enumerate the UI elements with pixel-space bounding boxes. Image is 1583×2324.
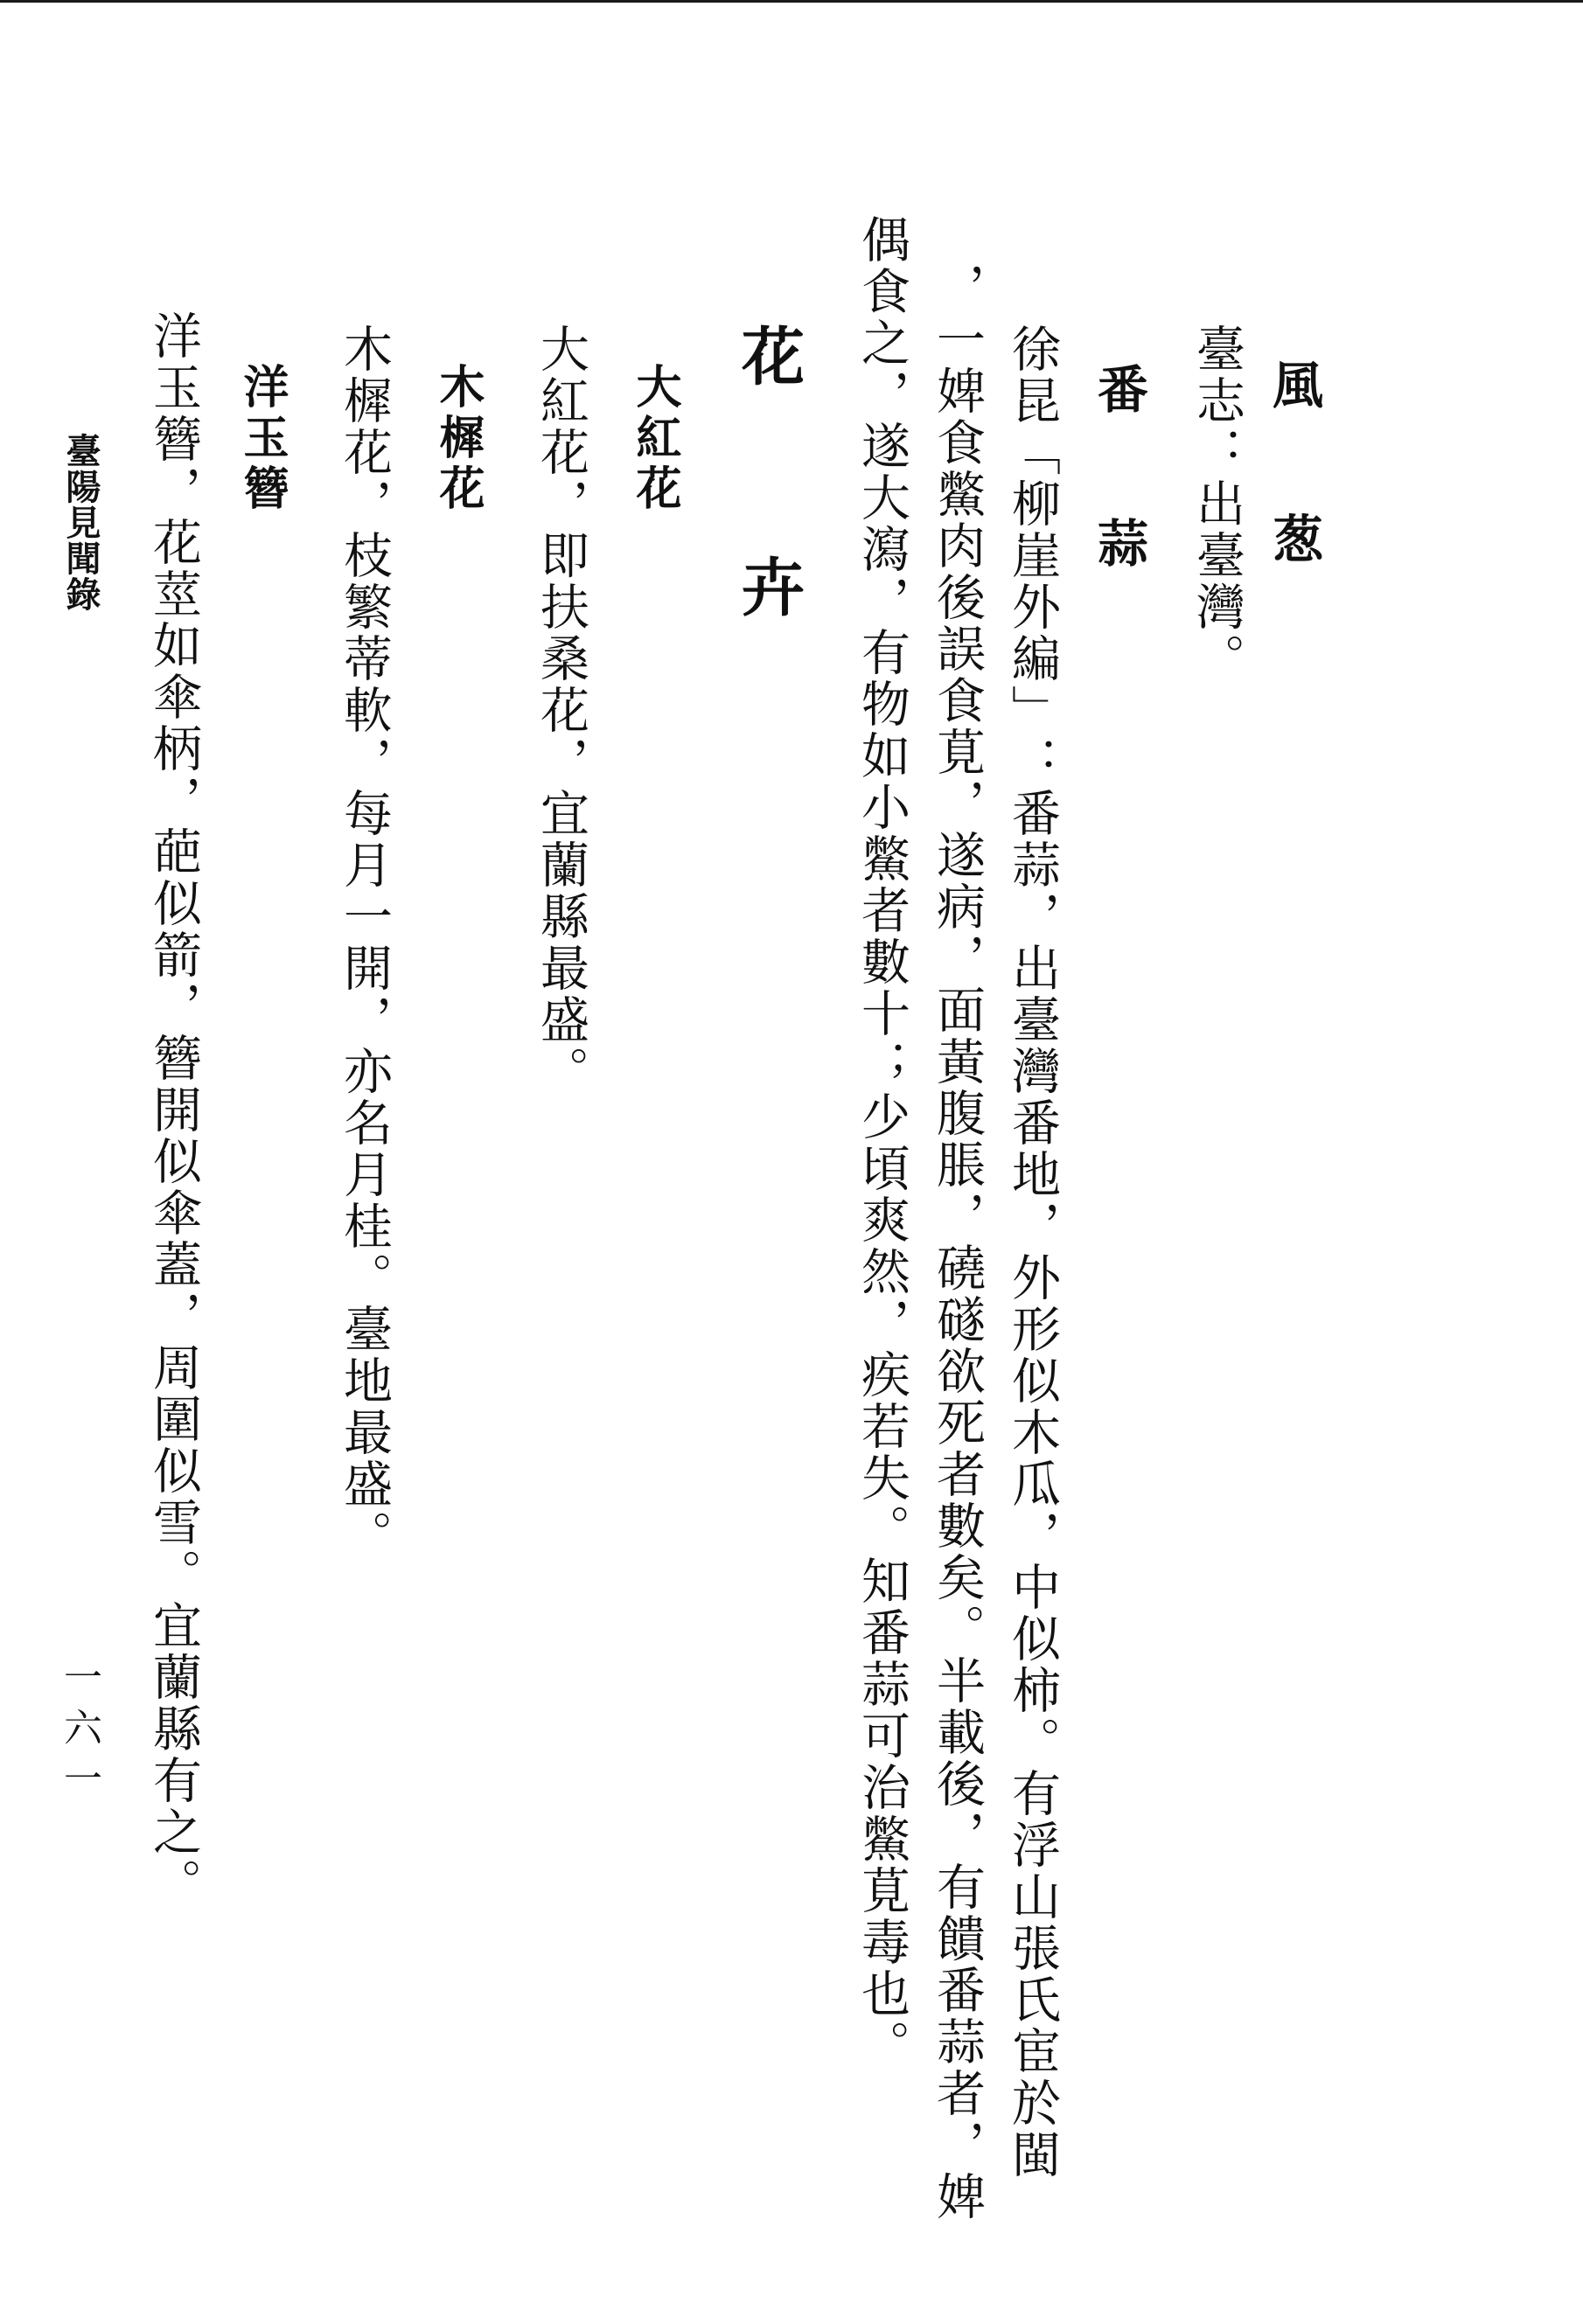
paragraph-feng-cong: 臺志：出臺灣。 (1189, 324, 1245, 685)
paragraph-fan-suan-line-1: 徐昆「柳崖外編」：番蒜，出臺灣番地，外形似木瓜，中似柿。有浮山張氏宦於閩 (1004, 324, 1061, 2181)
paragraph-mu-xi-hua: 木樨花，枝繁蒂軟，每月一開，亦名月桂。臺地最盛。 (336, 324, 393, 1562)
section-title-hua-hui: 花 卉 (731, 324, 805, 670)
heading-da-hong-hua: 大紅花 (628, 363, 681, 515)
heading-yang-yu-zan: 洋玉簪 (235, 363, 289, 515)
paragraph-fan-suan-line-2: ，一婢食鱉肉後誤食莧，遂病，面黃腹脹，磽礈欲死者數矣。半載後，有饋番蒜者，婢 (929, 262, 986, 2223)
page-number: 一六一 (57, 1657, 101, 1809)
paragraph-da-hong-hua: 大紅花，即扶桑花，宜蘭縣最盛。 (533, 324, 589, 1097)
heading-fan-suan: 番 蒜 (1089, 363, 1148, 594)
paragraph-yang-yu-zan: 洋玉簪，花莖如傘柄，葩似箭，簪開似傘蓋，周圍似雪。宜蘭縣有之。 (145, 310, 202, 1910)
paragraph-fan-suan-line-3: 偶食之，遂大瀉，有物如小鱉者數十；少頃爽然，疾若失。知番蒜可治鱉莧毒也。 (854, 214, 910, 2071)
running-footer-book-title: 臺陽見聞錄 (60, 433, 101, 612)
heading-feng-cong: 風 葱 (1264, 358, 1323, 589)
heading-mu-xi-hua: 木樨花 (431, 363, 485, 515)
